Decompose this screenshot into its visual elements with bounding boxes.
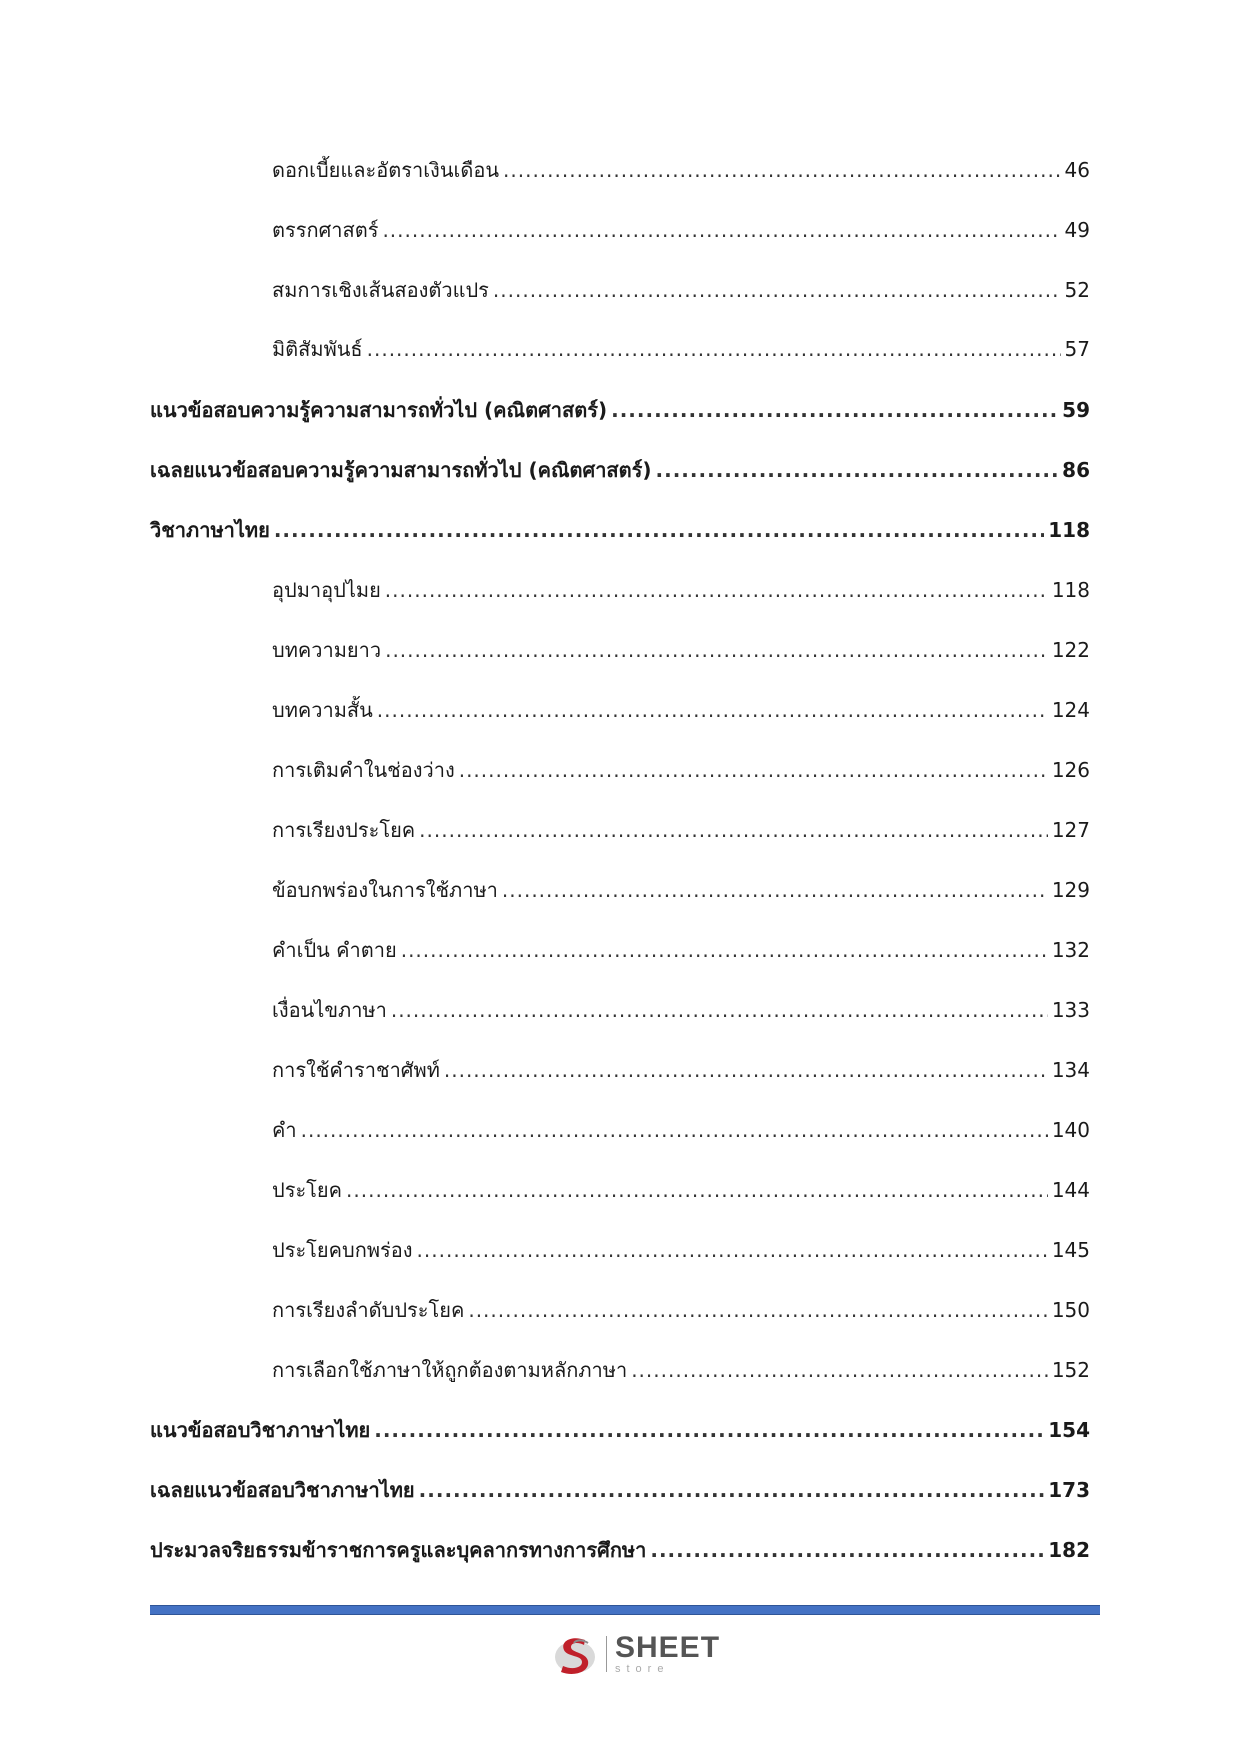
toc-entry-title: การเรียงประโยค bbox=[272, 818, 416, 842]
toc-entry[interactable] bbox=[272, 1174, 1090, 1208]
dot-leader bbox=[444, 1058, 1048, 1082]
toc-page-number: 145 bbox=[1051, 1238, 1090, 1262]
toc-page-number: 124 bbox=[1051, 698, 1090, 722]
toc-entry[interactable] bbox=[272, 274, 1090, 308]
toc-entry[interactable] bbox=[272, 1114, 1090, 1148]
brand-name: SHEET bbox=[615, 1631, 721, 1664]
toc-entry-title: ดอกเบี้ยและอัตราเงินเดือน bbox=[272, 158, 500, 182]
toc-entry-title: คำเป็น คำตาย bbox=[272, 938, 397, 962]
toc-page-number: 46 bbox=[1064, 158, 1090, 182]
toc-section-entry[interactable] bbox=[150, 1534, 1090, 1568]
toc-entry-title: อุปมาอุปไมย bbox=[272, 578, 381, 602]
dot-leader bbox=[419, 818, 1048, 842]
toc-entry-title: ประโยคบกพร่อง bbox=[272, 1238, 413, 1262]
toc-entry[interactable] bbox=[272, 574, 1090, 608]
dot-leader bbox=[385, 578, 1048, 602]
toc-section-title: แนวข้อสอบความรู้ความสามารถทั่วไป (คณิตศาสตร์) bbox=[150, 398, 608, 422]
dot-leader bbox=[374, 1418, 1044, 1442]
dot-leader bbox=[385, 638, 1048, 662]
dot-leader bbox=[503, 158, 1061, 182]
dot-leader bbox=[301, 1118, 1048, 1142]
toc-entry[interactable] bbox=[272, 1234, 1090, 1268]
toc-page-number: 118 bbox=[1051, 578, 1090, 602]
toc-entry-title: การเติมคำในช่องว่าง bbox=[272, 758, 455, 782]
brand-subtitle: store bbox=[615, 1663, 670, 1675]
dot-leader bbox=[367, 337, 1061, 361]
toc-entry[interactable] bbox=[272, 634, 1090, 668]
toc-page-number: 52 bbox=[1064, 278, 1090, 302]
logo-wordmark bbox=[615, 1633, 720, 1675]
dot-leader bbox=[401, 938, 1048, 962]
toc-entry-title: มิติสัมพันธ์ bbox=[272, 337, 363, 361]
dot-leader bbox=[650, 1538, 1044, 1562]
toc-entry[interactable] bbox=[272, 1054, 1090, 1088]
toc-page-number: 129 bbox=[1051, 878, 1090, 902]
dot-leader bbox=[274, 518, 1044, 542]
dot-leader bbox=[377, 698, 1048, 722]
toc-entry[interactable] bbox=[272, 333, 1090, 367]
toc-section-title: แนวข้อสอบวิชาภาษาไทย bbox=[150, 1418, 371, 1442]
logo-divider bbox=[606, 1636, 607, 1672]
toc-section-entry[interactable] bbox=[150, 454, 1090, 488]
toc-section-entry[interactable] bbox=[150, 1474, 1090, 1508]
toc-page-number: 59 bbox=[1062, 398, 1090, 422]
sheet-store-s-logo-icon bbox=[552, 1631, 598, 1677]
toc-page-number: 134 bbox=[1051, 1058, 1090, 1082]
toc-entry-title: คำ bbox=[272, 1118, 297, 1142]
footer-divider bbox=[150, 1605, 1100, 1615]
toc-page-number: 150 bbox=[1051, 1298, 1090, 1322]
toc-entry-title: ตรรกศาสตร์ bbox=[272, 218, 379, 242]
dot-leader bbox=[493, 278, 1061, 302]
toc-page-number: 49 bbox=[1064, 218, 1090, 242]
toc-page-number: 126 bbox=[1051, 758, 1090, 782]
dot-leader bbox=[656, 458, 1059, 482]
toc-entry-title: สมการเชิงเส้นสองตัวแปร bbox=[272, 278, 489, 302]
dot-leader bbox=[459, 758, 1048, 782]
toc-page-number: 132 bbox=[1051, 938, 1090, 962]
dot-leader bbox=[502, 878, 1048, 902]
toc-entry[interactable] bbox=[272, 814, 1090, 848]
toc-section-entry[interactable] bbox=[150, 394, 1090, 428]
toc-page-number: 173 bbox=[1048, 1478, 1090, 1502]
dot-leader bbox=[346, 1178, 1048, 1202]
toc-section-entry[interactable] bbox=[150, 514, 1090, 548]
toc-page-number: 118 bbox=[1048, 518, 1090, 542]
toc-page-number: 144 bbox=[1051, 1178, 1090, 1202]
toc-entry-title: เงื่อนไขภาษา bbox=[272, 998, 387, 1022]
toc-entry[interactable] bbox=[272, 1294, 1090, 1328]
toc-entry-title: ข้อบกพร่องในการใช้ภาษา bbox=[272, 878, 498, 902]
toc-page-number: 154 bbox=[1048, 1418, 1090, 1442]
toc-section-title: เฉลยแนวข้อสอบความรู้ความสามารถทั่วไป (คณิตศาสตร์) bbox=[150, 458, 652, 482]
toc-page-number: 152 bbox=[1051, 1358, 1090, 1382]
toc-entry-title: บทความยาว bbox=[272, 638, 382, 662]
toc-entry[interactable] bbox=[272, 874, 1090, 908]
dot-leader bbox=[468, 1298, 1047, 1322]
dot-leader bbox=[419, 1478, 1045, 1502]
toc-page-number: 122 bbox=[1051, 638, 1090, 662]
toc-entry-title: การใช้คำราชาศัพท์ bbox=[272, 1058, 440, 1082]
toc-entry[interactable] bbox=[272, 154, 1090, 188]
toc-section-entry[interactable] bbox=[150, 1414, 1090, 1448]
sheet-store-logo bbox=[552, 1628, 720, 1680]
toc-entry[interactable] bbox=[272, 994, 1090, 1028]
dot-leader bbox=[382, 218, 1060, 242]
dot-leader bbox=[611, 398, 1058, 422]
dot-leader bbox=[631, 1358, 1048, 1382]
dot-leader bbox=[391, 998, 1048, 1022]
dot-leader bbox=[417, 1238, 1048, 1262]
toc-entry-title: การเรียงลำดับประโยค bbox=[272, 1298, 465, 1322]
toc-section-title: เฉลยแนวข้อสอบวิชาภาษาไทย bbox=[150, 1478, 415, 1502]
toc-page-number: 127 bbox=[1051, 818, 1090, 842]
toc-page-number: 140 bbox=[1051, 1118, 1090, 1142]
toc-section-title: วิชาภาษาไทย bbox=[150, 518, 270, 542]
toc-page-number: 86 bbox=[1062, 458, 1090, 482]
toc-entry[interactable] bbox=[272, 694, 1090, 728]
toc-entry[interactable] bbox=[272, 1354, 1090, 1388]
toc-page-number: 133 bbox=[1051, 998, 1090, 1022]
toc-entry-title: ประโยค bbox=[272, 1178, 343, 1202]
toc-entry-title: บทความสั้น bbox=[272, 698, 373, 722]
toc-entry[interactable] bbox=[272, 754, 1090, 788]
toc-section-title: ประมวลจริยธรรมข้าราชการครูและบุคลากรทางการศึกษา bbox=[150, 1538, 647, 1562]
toc-page-number: 57 bbox=[1064, 337, 1090, 361]
toc-entry[interactable] bbox=[272, 214, 1090, 248]
toc-entry[interactable] bbox=[272, 934, 1090, 968]
toc-page-number: 182 bbox=[1048, 1538, 1090, 1562]
toc-entry-title: การเลือกใช้ภาษาให้ถูกต้องตามหลักภาษา bbox=[272, 1358, 628, 1382]
